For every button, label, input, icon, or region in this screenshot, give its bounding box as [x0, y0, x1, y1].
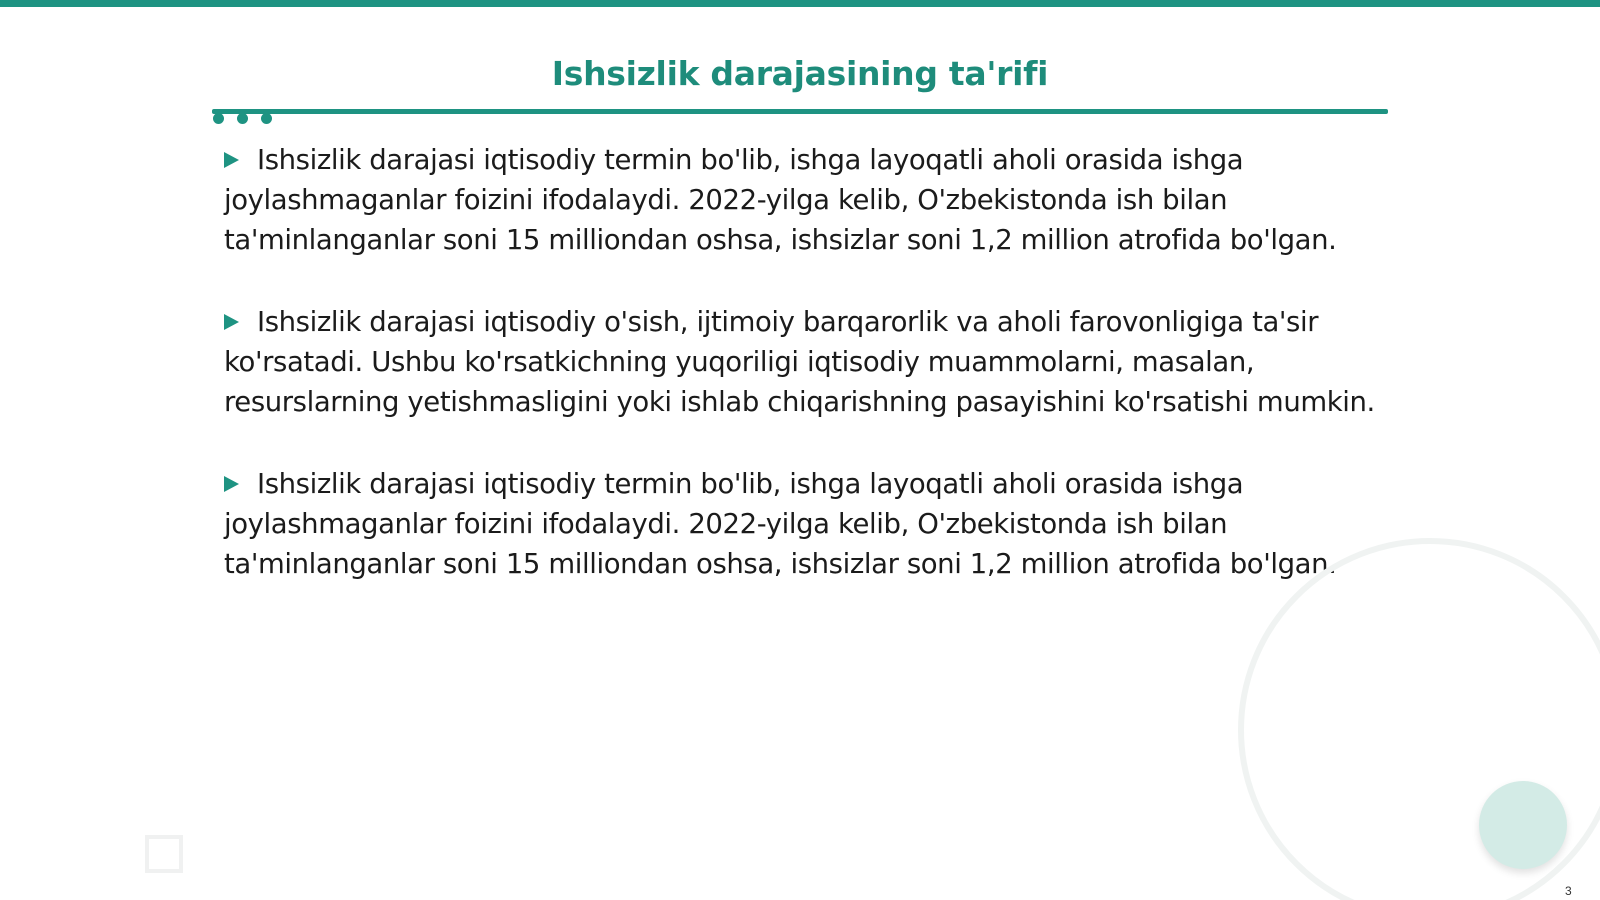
triangle-bullet-icon [224, 314, 239, 330]
bullet-list [224, 140, 1400, 626]
slide-title: Ishsizlik darajasining ta'rifi [551, 54, 1049, 93]
top-accent-bar [0, 0, 1600, 7]
bullet-item [224, 464, 1400, 584]
page-number: 3 [1565, 884, 1572, 898]
decorative-square [145, 835, 183, 873]
title-underline [212, 109, 1388, 114]
triangle-bullet-icon [224, 152, 239, 168]
dot-icon [237, 113, 248, 124]
bullet-text: Ishsizlik darajasi iqtisodiy o'sish, ijtimoiy barqarorlik va aholi farovonligiga ta'sir ko'rsatadi. Ushbu ko'rsatkichning yuqoriligi iqtisodiy muammolarni, masalan, resurslarning yetishmasligini yoki ishlab chiqarishning pasayishini ko'rsatishi mumkin. [224, 306, 1375, 418]
dot-icon [213, 113, 224, 124]
bullet-text: Ishsizlik darajasi iqtisodiy termin bo'lib, ishga layoqatli aholi orasida ishga joylashmaganlar foizini ifodalaydi. 2022-yilga kelib, O'zbekistonda ish bilan ta'minlanganlar soni 15 milliondan oshsa, ishsizlar soni 1,2 million atrofida bo'lgan. [224, 468, 1337, 580]
decorative-circle [1479, 781, 1567, 869]
bullet-item [224, 302, 1400, 422]
bullet-item [224, 140, 1400, 260]
bullet-text: Ishsizlik darajasi iqtisodiy termin bo'lib, ishga layoqatli aholi orasida ishga joylashmaganlar foizini ifodalaydi. 2022-yilga kelib, O'zbekistonda ish bilan ta'minlanganlar soni 15 milliondan oshsa, ishsizlar soni 1,2 million atrofida bo'lgan. [224, 144, 1337, 256]
dot-icon [261, 113, 272, 124]
title-dots-decoration [213, 111, 283, 127]
triangle-bullet-icon [224, 476, 239, 492]
